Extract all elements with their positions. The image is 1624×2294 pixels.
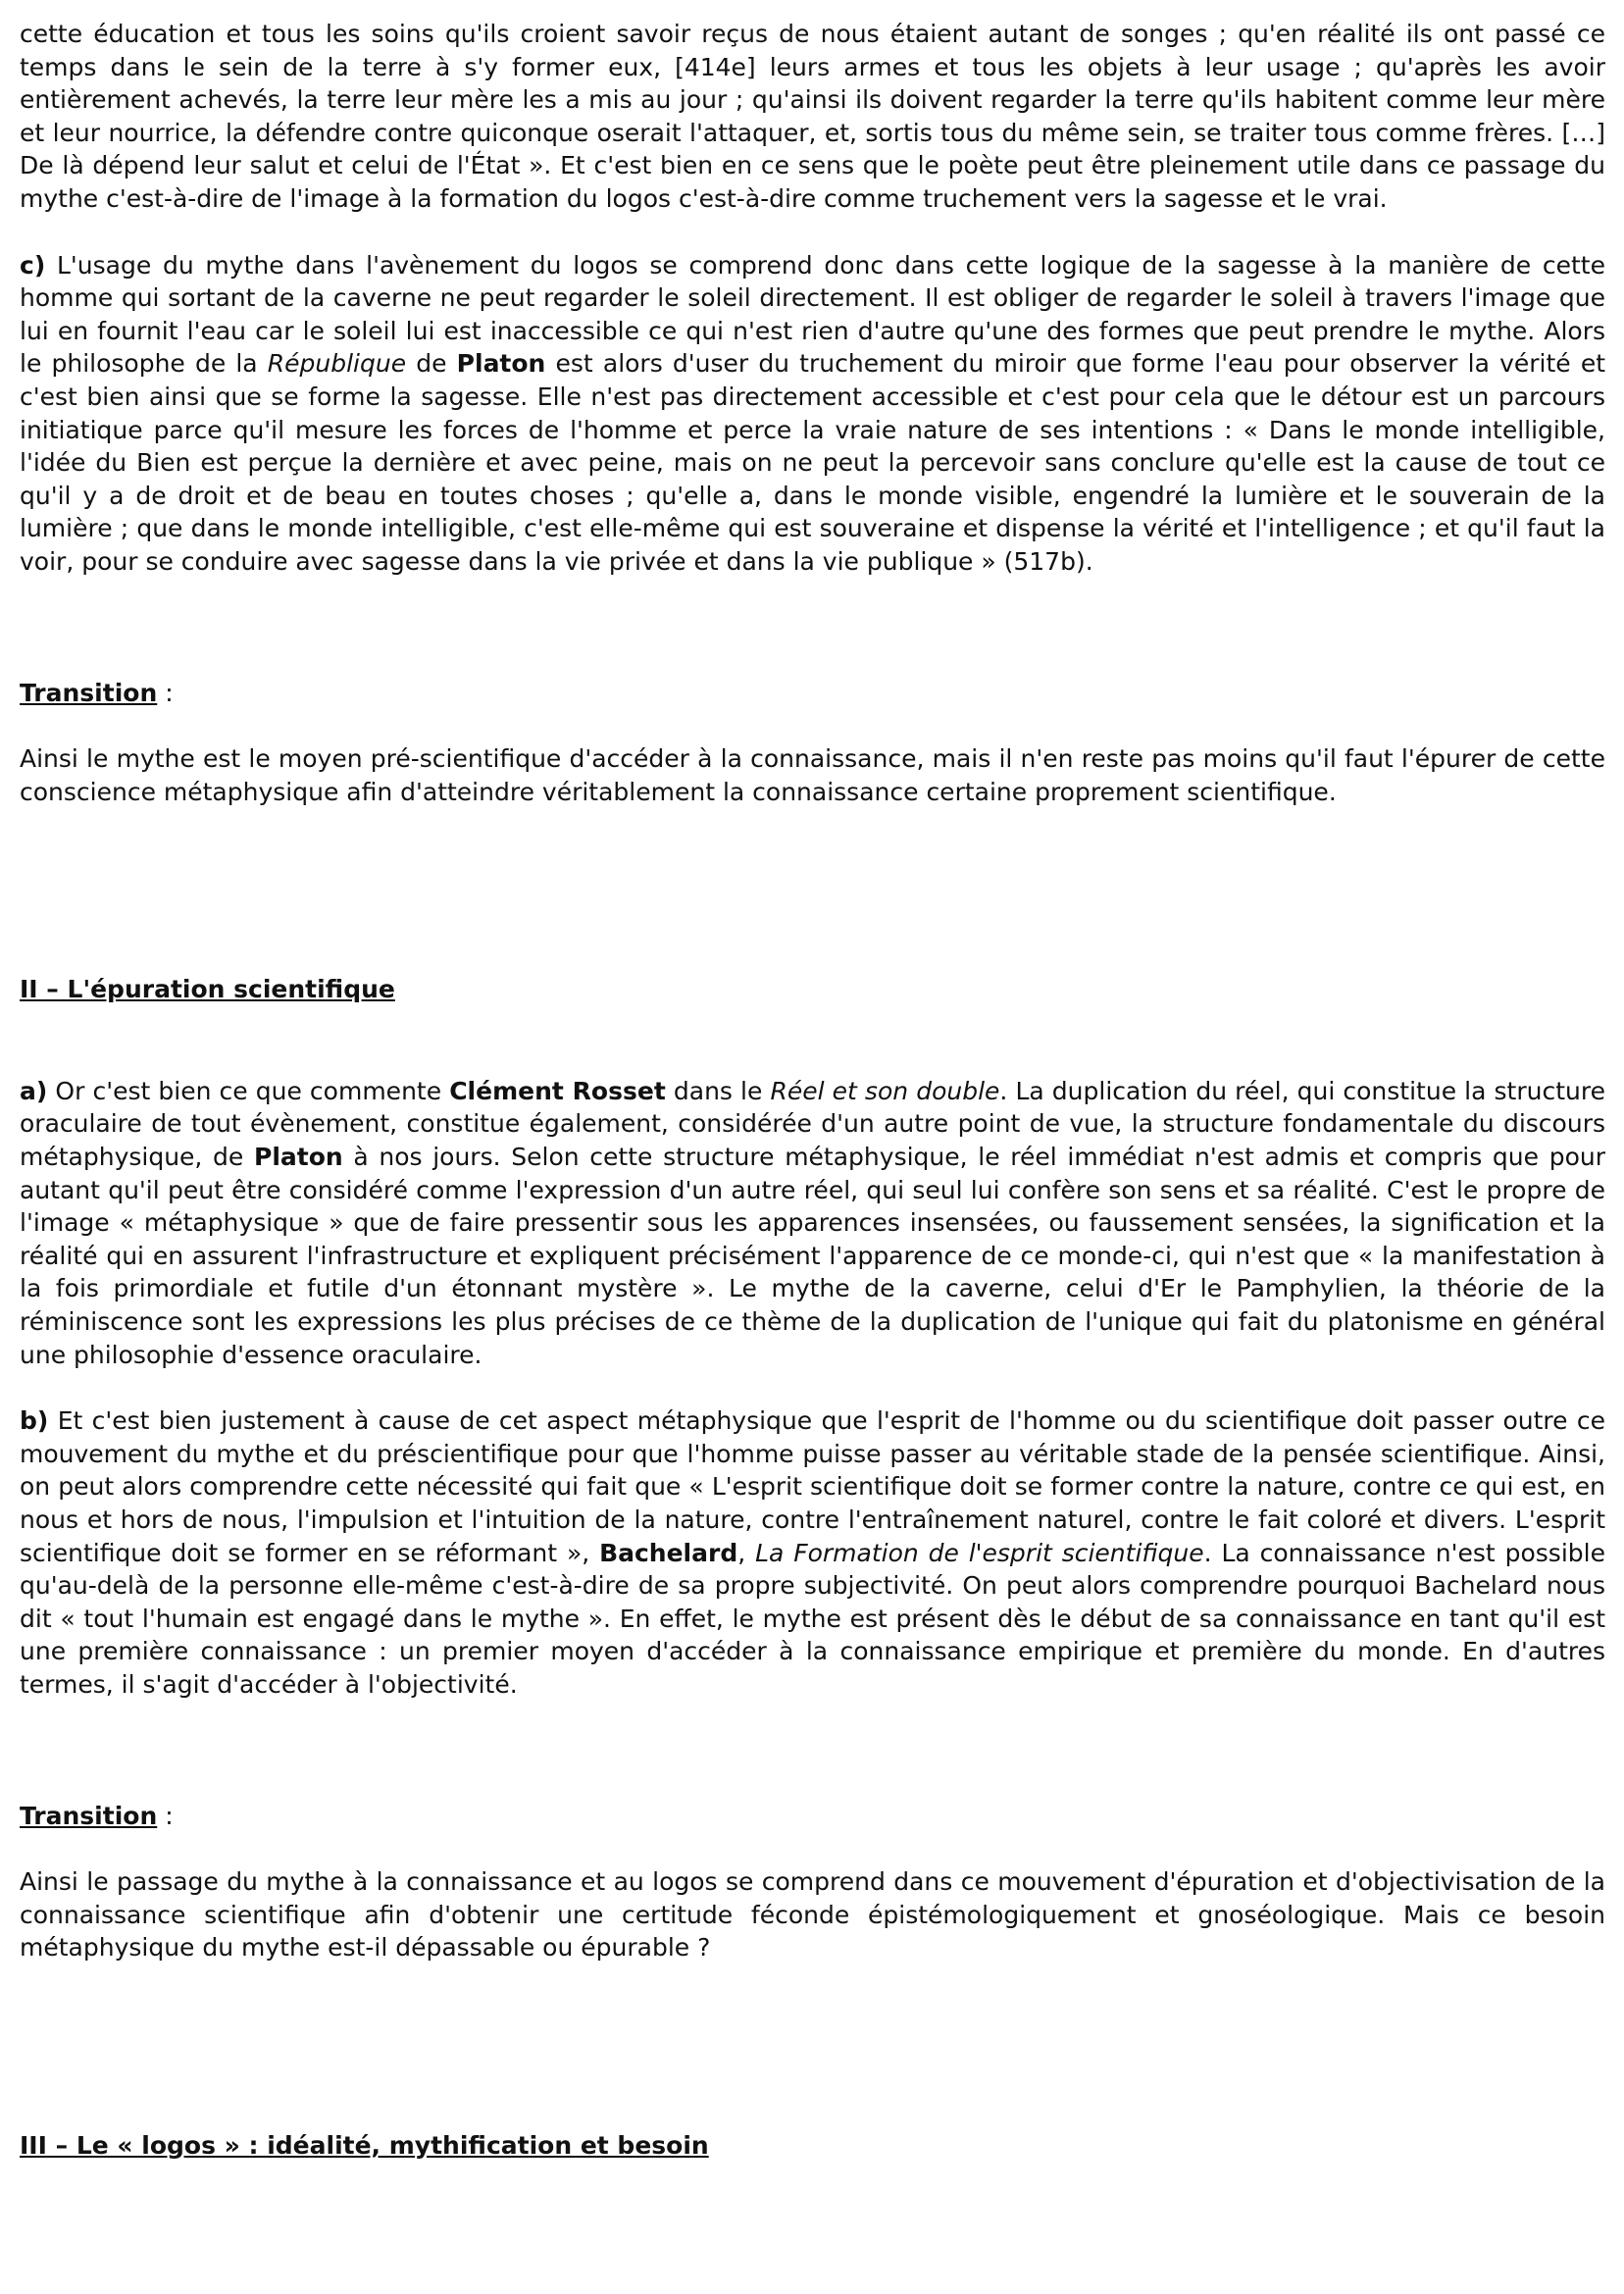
section-3-heading: III – Le « logos » : idéalité, mythification et besoin	[20, 2130, 709, 2160]
transition-2-label: Transition :	[20, 1801, 174, 1830]
paragraph-b: b) Et c'est bien justement à cause de cet aspect métaphysique que l'esprit de l'homme ou du scientifique doit passer outre ce mouvement du mythe et du préscientifique pour que l'homme puisse passer au véritable stade de la pensée scientifique. Ainsi, on peut alors comprendre cette nécessité qui fait que « L'esprit scientifique doit se former contre la nature, contre ce qui est, en nous et hors de nous, l'impulsion et l'intuition de la nature, contre l'entraînement naturel, contre le fait coloré et divers. L'esprit scientifique doit se former en se réformant », Bachelard, La Formation de l'esprit scientifique. La connaissance n'est possible qu'au-delà de la personne elle-même c'est-à-dire de sa propre subjectivité. On peut alors comprendre pourquoi Bachelard nous dit « tout l'humain est engagé dans le mythe ». En effet, le mythe est présent dès le début de sa connaissance en tant qu'il est une première connaissance : un premier moyen d'accéder à la connaissance empirique et première du monde. En d'autres termes, il s'agit d'accéder à l'objectivité.	[20, 1406, 1605, 1699]
paragraph-a-label: a)	[20, 1076, 48, 1105]
transition-1-label: Transition :	[20, 678, 174, 707]
transition-2-text: Ainsi le passage du mythe à la connaissance et au logos se comprend dans ce mouvement d'épuration et d'objectivisation de la connaissance scientifique afin d'obtenir une certitude féconde épistémologiquement et gnoséologique. Mais ce besoin métaphysique du mythe est-il dépassable ou épurable ?	[20, 1867, 1605, 1963]
work-title: Réel et son double	[770, 1076, 1000, 1105]
paragraph-c: c) L'usage du mythe dans l'avènement du logos se comprend donc dans cette logique de la sagesse à la manière de cette homme qui sortant de la caverne ne peut regarder le soleil directement. Il est obliger de regarder le soleil à travers l'image que lui en fournit l'eau car le soleil lui est inaccessible ce qui n'est rien d'autre qu'une des formes que peut prendre le mythe. Alors le philosophe de la République de Platon est alors d'user du truchement du miroir que forme l'eau pour observer la vérité et c'est bien ainsi que se forme la sagesse. Elle n'est pas directement accessible et c'est pour cela que le détour est un parcours initiatique parce qu'il mesure les forces de l'homme et perce la vraie nature de ses intentions : « Dans le monde intelligible, l'idée du Bien est perçue la dernière et avec peine, mais on ne peut la percevoir sans conclure qu'elle est la cause de tout ce qu'il y a de droit et de beau en toutes choses ; qu'elle a, dans le monde visible, engendré la lumière et le souverain de la lumière ; que dans le monde intelligible, c'est elle-même qui est souveraine et dispense la vérité et l'intelligence ; et qu'il faut la voir, pour se conduire avec sagesse dans la vie privée et dans la vie publique » (517b).	[20, 250, 1605, 576]
author-name: Platon	[456, 349, 546, 379]
paragraph-a: a) Or c'est bien ce que commente Clément Rosset dans le Réel et son double. La duplication du réel, qui constitue la structure oraculaire de tout évènement, constitue également, considérée d'un autre point de vue, la structure fondamentale du discours métaphysique, de Platon à nos jours. Selon cette structure métaphysique, le réel immédiat n'est admis et compris que pour autant qu'il peut être considéré comme l'expression d'un autre réel, qui seul lui confère son sens et sa réalité. C'est le propre de l'image « métaphysique » que de faire pressentir sous les apparences insensées, ou faussement sensées, la signification et la réalité qui en assurent l'infrastructure et expliquent précisément l'apparence de ce monde-ci, qui n'est que « la manifestation à la fois primordiale et futile d'un étonnant mystère ». Le mythe de la caverne, celui d'Er le Pamphylien, la théorie de la réminiscence sont les expressions les plus précises de ce thème de la duplication de l'unique qui fait du platonisme en général une philosophie d'essence oraculaire.	[20, 1076, 1605, 1369]
author-name: Clément Rosset	[449, 1076, 666, 1105]
paragraph-c-label: c)	[20, 250, 46, 280]
work-title: République	[267, 349, 407, 379]
author-name: Platon	[254, 1143, 343, 1172]
paragraph-b-label: b)	[20, 1406, 49, 1436]
document-page	[20, 18, 1605, 2163]
work-title: La Formation de l'esprit scientifique	[755, 1538, 1204, 1567]
author-name: Bachelard	[599, 1538, 738, 1567]
transition-1-text: Ainsi le mythe est le moyen pré-scientifique d'accéder à la connaissance, mais il n'en reste pas moins qu'il faut l'épurer de cette conscience métaphysique afin d'atteindre véritablement la connaissance certaine proprement scientifique.	[20, 744, 1605, 806]
opening-paragraph: cette éducation et tous les soins qu'ils croient savoir reçus de nous étaient autant de songes ; qu'en réalité ils ont passé ce temps dans le sein de la terre à s'y former eux, [414e] leurs armes et tous les objets à leur usage ; qu'après les avoir entièrement achevés, la terre leur mère les a mis au jour ; qu'ainsi ils doivent regarder la terre qu'ils habitent comme leur mère et leur nourrice, la défendre contre quiconque oserait l'attaquer, et, sortis tous du même sein, se traiter tous comme frères. […] De là dépend leur salut et celui de l'État ». Et c'est bien en ce sens que le poète peut être pleinement utile dans ce passage du mythe c'est-à-dire de l'image à la formation du logos c'est-à-dire comme truchement vers la sagesse et le vrai.	[20, 20, 1605, 213]
section-2-heading: II – L'épuration scientifique	[20, 975, 395, 1004]
